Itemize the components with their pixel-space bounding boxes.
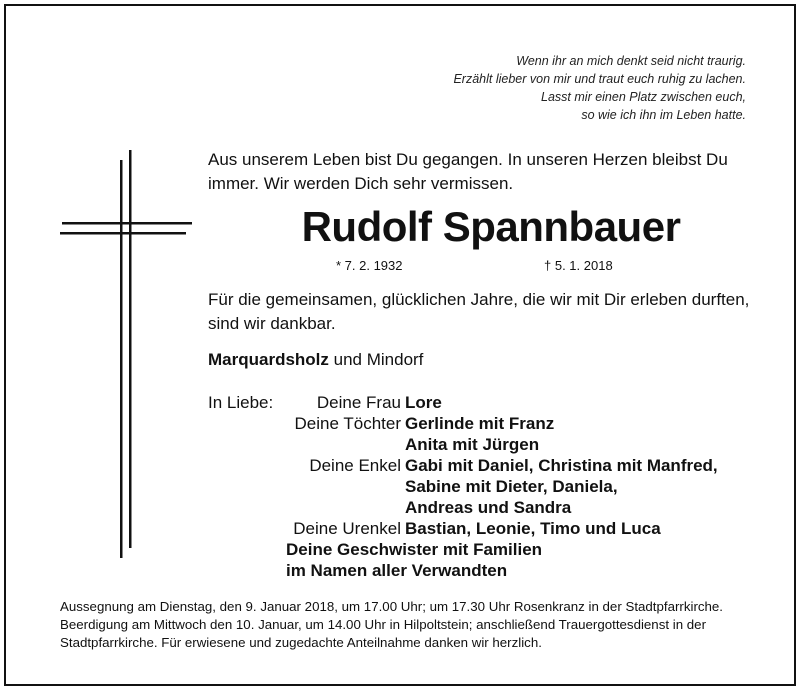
enkel-names: Andreas und Sandra (405, 498, 572, 517)
verse (453, 52, 746, 124)
place-bold: Marquardsholz (208, 350, 329, 369)
cross-icon (60, 150, 200, 560)
enkel-names: Sabine mit Dieter, Daniela, (405, 477, 618, 496)
enkel-label: Deine Enkel (309, 456, 401, 475)
enkel-names: Gabi mit Daniel, Christina mit Manfred, (405, 456, 718, 475)
birth-date: * 7. 2. 1932 (336, 258, 403, 273)
frau-label: Deine Frau (316, 393, 401, 412)
footer-line: Stadtpfarrkirche. Für erwiesene und zugedachte Anteilnahme danken wir herzlich. (60, 635, 542, 650)
geschwister-line: Deine Geschwister mit Familien (286, 540, 543, 559)
toechter-name: Gerlinde mit Franz (405, 414, 555, 433)
verse-line: so wie ich ihn im Leben hatte. (581, 108, 746, 122)
verse-line: Erzählt lieber von mir und traut euch ruhig zu lachen. (453, 72, 746, 86)
place-line (208, 348, 423, 372)
toechter-label: Deine Töchter (294, 414, 401, 433)
toechter-name: Anita mit Jürgen (405, 435, 540, 454)
funeral-info (60, 598, 760, 652)
footer-line: Beerdigung am Mittwoch den 10. Januar, um 14.00 Uhr in Hilpoltstein; anschließend Trauergottesdienst in der (60, 617, 707, 632)
intro-text: Aus unserem Leben bist Du gegangen. In unseren Herzen bleibst Du immer. Wir werden Dich sehr vermissen. (208, 150, 728, 193)
thanks-text: Für die gemeinsamen, glücklichen Jahre, die wir mit Dir erleben durften, sind wir dankbar. (208, 290, 750, 333)
verwandte-line: im Namen aller Verwandten (286, 561, 508, 580)
urenkel-label: Deine Urenkel (293, 519, 401, 538)
verse-line: Wenn ihr an mich denkt seid nicht traurig. (516, 54, 746, 68)
verse-line: Lasst mir einen Platz zwischen euch, (541, 90, 746, 104)
place-rest: und Mindorf (328, 350, 424, 369)
obituary-frame (4, 4, 796, 686)
deceased-name: Rudolf Spannbauer (301, 203, 681, 250)
in-liebe-label: In Liebe: (208, 393, 274, 412)
death-date: † 5. 1. 2018 (544, 258, 613, 273)
urenkel-names: Bastian, Leonie, Timo und Luca (405, 519, 661, 538)
frau-name: Lore (405, 393, 442, 412)
footer-line: Aussegnung am Dienstag, den 9. Januar 2018, um 17.00 Uhr; um 17.30 Uhr Rosenkranz in der Stadtpfarrkirche. (60, 599, 724, 614)
